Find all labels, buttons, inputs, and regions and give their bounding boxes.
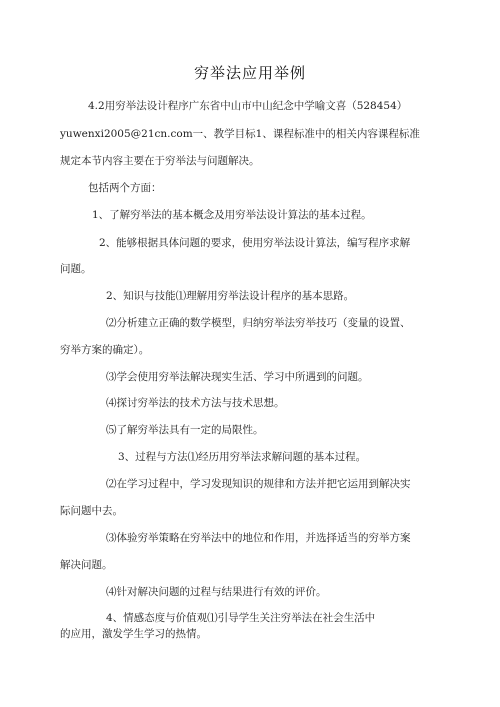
section-attitude-cont: 的应用，激发学生学习的热情。 xyxy=(60,628,207,640)
knowledge-item-4: ⑷探讨穷举法的技术方法与技术思想。 xyxy=(106,397,285,409)
process-item-2: ⑵在学习过程中，学习发现知识的规律和方法并把它运用到解决实 xyxy=(106,478,411,490)
paragraph-line: 规定本节内容主要在于穷举法与问题解决。 xyxy=(60,155,260,167)
knowledge-item-5: ⑸了解穷举法具有一定的局限性。 xyxy=(106,424,264,436)
process-item-3-cont: 解决问题。 xyxy=(60,559,113,571)
section-knowledge: 2、知识与技能⑴理解用穷举法设计程序的基本思路。 xyxy=(106,290,355,302)
process-item-4: ⑷针对解决问题的过程与结果进行有效的评价。 xyxy=(106,586,327,598)
list-item-1: 1、了解穷举法的基本概念及用穷举法设计算法的基本过程。 xyxy=(92,209,372,221)
process-item-3: ⑶体验穷举策略在穷举法中的地位和作用，并选择适当的穷举方案 xyxy=(106,532,411,544)
section-process: 3、过程与方法⑴经历用穷举法求解问题的基本过程。 xyxy=(118,451,367,463)
list-item-2: 2、能够根据具体问题的要求，使用穷举法设计算法，编写程序求解 xyxy=(99,237,411,249)
process-item-2-cont: 际问题中去。 xyxy=(60,505,123,517)
knowledge-item-2: ⑵分析建立正确的数学模型，归纳穷举法穷举技巧（变量的设置、 xyxy=(106,317,411,329)
paragraph-line: 包括两个方面： xyxy=(88,182,162,194)
email-objectives-line: yuwenxi2005@21cn.com一、教学目标1、课程标准中的相关内容课程标准 xyxy=(60,128,420,140)
list-item-2-cont: 问题。 xyxy=(60,263,92,275)
document-title: 穷举法应用举例 xyxy=(193,64,306,82)
section-attitude: 4、情感态度与价值观⑴引导学生关注穷举法在社会生活中 xyxy=(106,612,376,624)
knowledge-item-2-cont: 穷举方案的确定）。 xyxy=(60,344,150,356)
author-line: 4.2用穷举法设计程序广东省中山市中山纪念中学喻文喜（528454） xyxy=(88,100,408,112)
knowledge-item-3: ⑶学会使用穷举法解决现实生活、学习中所遇到的问题。 xyxy=(106,371,369,383)
